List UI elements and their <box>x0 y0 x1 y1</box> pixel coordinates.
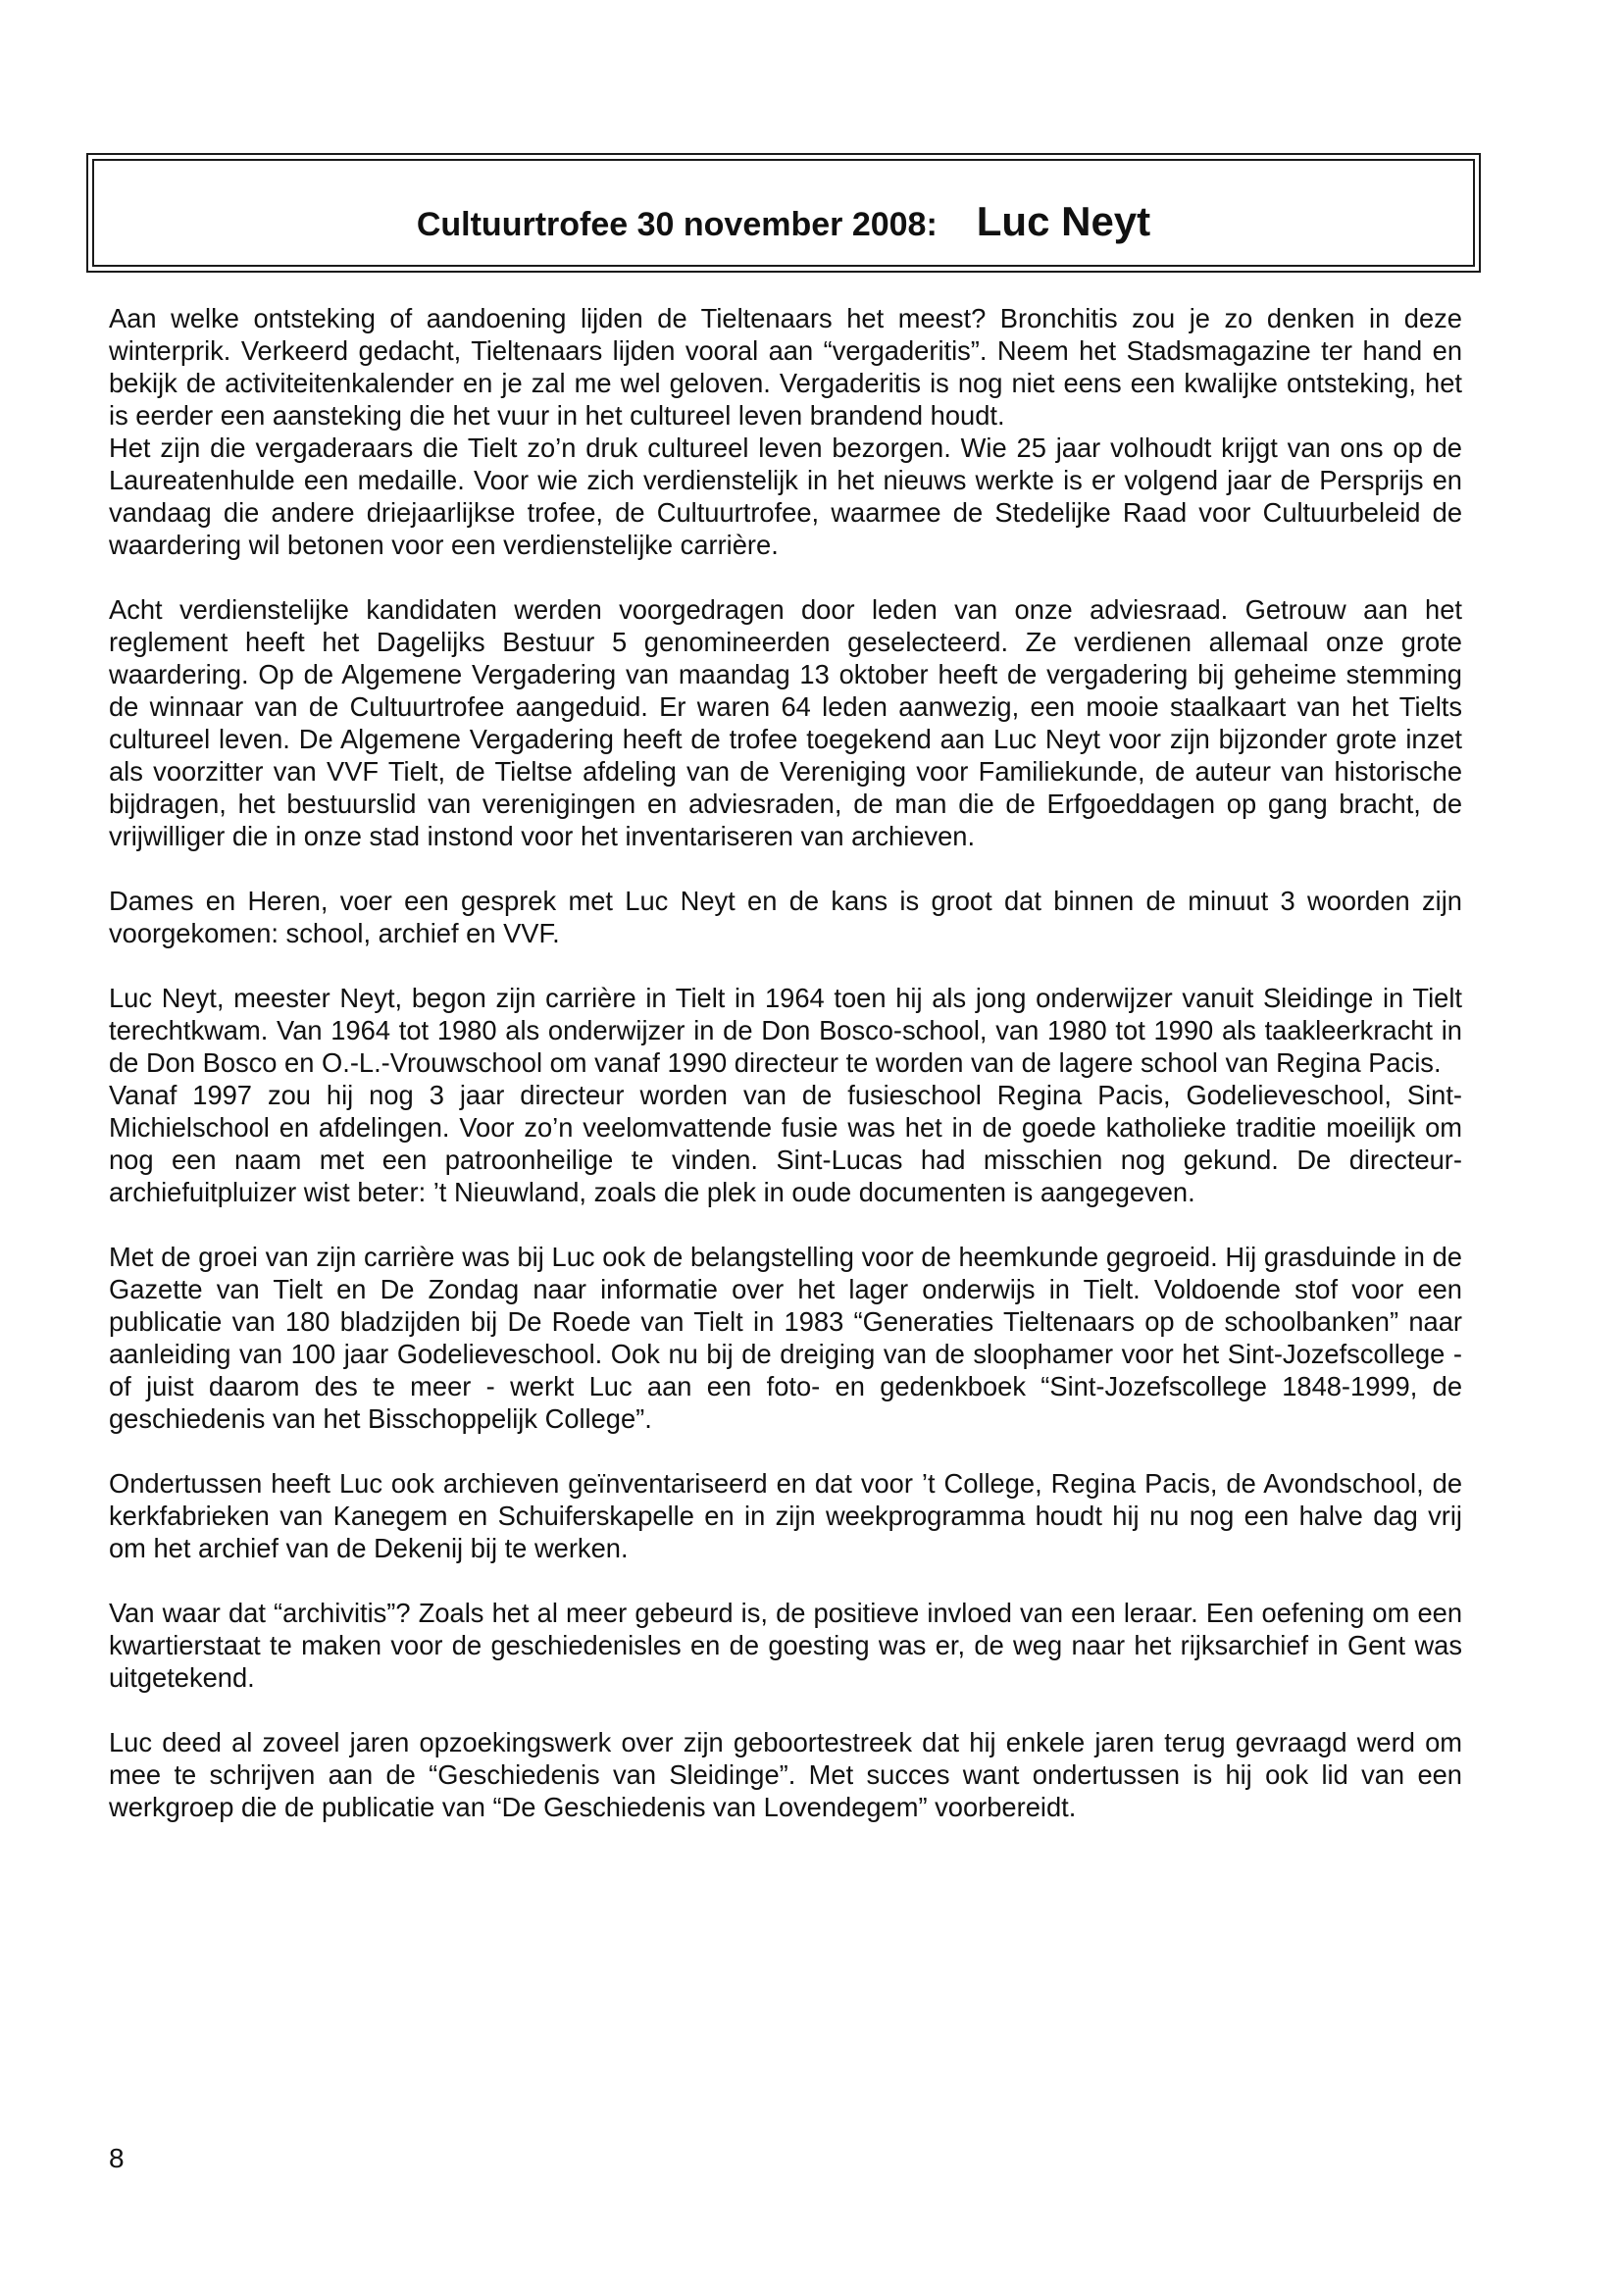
paragraph-carriere: Luc Neyt, meester Neyt, begon zijn carrière in Tielt in 1964 toen hij als jong onderwijzer vanuit Sleidinge in Tielt terechtkwam. Van 1964 tot 1980 als onderwijzer in de Don Bosco-school, van 1980 tot 1990 als taakleerkracht in de Don Bosco en O.-L.-Vrouwschool om vanaf 1990 directeur te worden van de lagere school van Regina Pacis. <box>109 983 1462 1078</box>
paragraph-fusieschool: Vanaf 1997 zou hij nog 3 jaar directeur worden van de fusieschool Regina Pacis, Godelieveschool, Sint-Michielschool en afdelingen. Voor zo’n veelomvattende fusie was het in de goede katholieke traditie moeilijk om nog een naam met een patroonheilige te vinden. Sint-Lucas had misschien nog gekund. De directeur-archiefuitpluizer wist beter: ’t Nieuwland, zoals die plek in oude documenten is aangegeven. <box>109 1080 1462 1207</box>
title-box <box>86 153 1481 273</box>
paragraph-kandidaten: Acht verdienstelijke kandidaten werden voorgedragen door leden van onze adviesraad. Getrouw aan het reglement heeft het Dagelijks Bestuur 5 genomineerden geselecteerd. Ze verdienen allemaal onze grote waardering. Op de Algemene Vergadering van maandag 13 oktober heeft de vergadering bij geheime stemming de winnaar van de Cultuurtrofee aangeduid. Er waren 64 leden aanwezig, een mooie staalkaart van het Tielts cultureel leven. De Algemene Vergadering heeft de trofee toegekend aan Luc Neyt voor zijn bijzonder grote inzet als voorzitter van VVF Tielt, de Tieltse afdeling van de Vereniging voor Familiekunde, de auteur van historische bijdragen, het bestuurslid van verenigingen en adviesraden, de man die de Erfgoeddagen op gang bracht, de vrijwilliger die in onze stad instond voor het inventariseren van archieven. <box>109 594 1462 851</box>
page-number: 8 <box>109 2143 125 2173</box>
title-line <box>94 198 1473 245</box>
paragraph-archieven: Ondertussen heeft Luc ook archieven geïnventariseerd en dat voor ’t College, Regina Pacis, de Avondschool, de kerkfabrieken van Kanegem en Schuiferskapelle en in zijn weekprogramma houdt hij nu nog een halve dag vrij om het archief van de Dekenij bij te werken. <box>109 1468 1462 1563</box>
paragraph-archivitis: Van waar dat “archivitis”? Zoals het al meer gebeurd is, de positieve invloed van een leraar. Een oefening om een kwartierstaat te maken voor de geschiedenisles en de goesting was er, de weg naar het rijksarchief in Gent was uitgetekend. <box>109 1598 1462 1693</box>
paragraph-vergaderaars: Het zijn die vergaderaars die Tielt zo’n druk cultureel leven bezorgen. Wie 25 jaar volhoudt krijgt van ons op de Laureatenhulde een medaille. Voor wie zich verdienstelijk in het nieuws werkte is er volgend jaar de Persprijs en vandaag die andere driejaarlijkse trofee, de Cultuurtrofee, waarmee de Stedelijke Raad voor Cultuurbeleid de waardering wil betonen voor een verdienstelijke carrière. <box>109 433 1462 560</box>
page-title: Cultuurtrofee 30 november 2008: <box>416 206 938 243</box>
article-body <box>109 302 1462 1823</box>
paragraph-heemkunde: Met de groei van zijn carrière was bij Luc ook de belangstelling voor de heemkunde gegroeid. Hij grasduinde in de Gazette van Tielt en De Zondag naar informatie over het lager onderwijs in Tielt. Voldoende stof voor een publicatie van 180 bladzijden bij De Roede van Tielt in 1983 “Generaties Tieltenaars op de schoolbanken” naar aanleiding van 100 jaar Godelieveschool. Ook nu bij de dreiging van de sloophamer voor het Sint-Jozefscollege - of juist daarom des te meer - werkt Luc aan een foto- en gedenkboek “Sint-Jozefscollege 1848-1999, de geschiedenis van het Bisschoppelijk College”. <box>109 1242 1462 1434</box>
honoree-name: Luc Neyt <box>976 198 1151 244</box>
paragraph-gesprek: Dames en Heren, voer een gesprek met Luc Neyt en de kans is groot dat binnen de minuut 3 woorden zijn voorgekomen: school, archief en VVF. <box>109 886 1462 948</box>
title-box-inner-border <box>92 159 1475 267</box>
paragraph-intro: Aan welke ontsteking of aandoening lijden de Tieltenaars het meest? Bronchitis zou je zo denken in deze winterprik. Verkeerd gedacht, Tieltenaars lijden vooral aan “vergaderitis”. Neem het Stadsmagazine ter hand en bekijk de activiteitenkalender en je zal me wel geloven. Vergaderitis is nog niet eens een kwalijke ontsteking, het is eerder een aansteking die het vuur in het cultureel leven brandend houdt. <box>109 303 1462 431</box>
paragraph-sleidinge: Luc deed al zoveel jaren opzoekingswerk over zijn geboortestreek dat hij enkele jaren terug gevraagd werd om mee te schrijven aan de “Geschiedenis van Sleidinge”. Met succes want ondertussen is hij ook lid van een werkgroep die de publicatie van “De Geschiedenis van Lovendegem” voorbereidt. <box>109 1727 1462 1822</box>
